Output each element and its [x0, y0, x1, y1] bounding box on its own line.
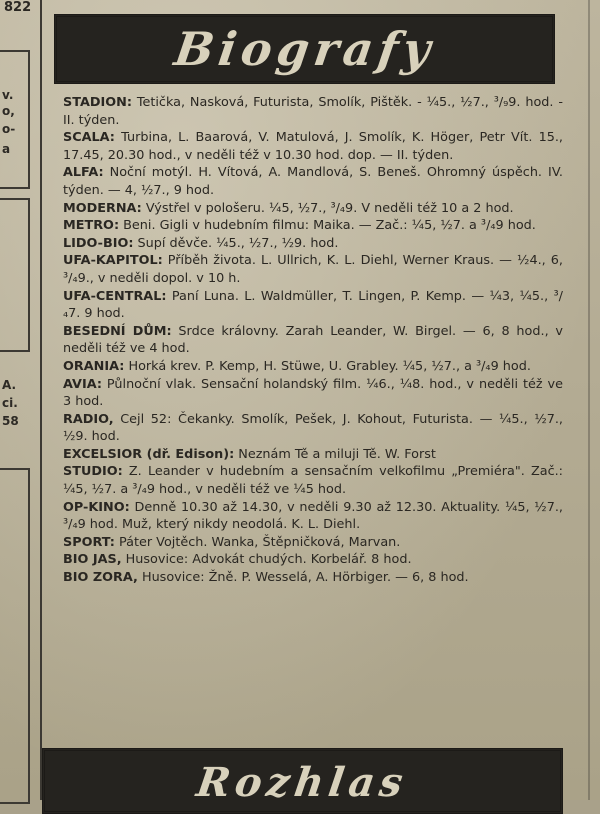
cinema-listings: [63, 94, 563, 587]
cinema-name: MODERNA:: [63, 200, 142, 216]
cinema-name: LIDO-BIO:: [63, 235, 134, 251]
listing-text: Paní Luna. L. Waldmüller, T. Lingen, P. Kemp. — ¼3, ¼5., ³/₄7. 9 hod.: [63, 288, 563, 322]
listing-text: Neznám Tě a miluji Tě. W. Forst: [234, 446, 436, 462]
page-number: 822: [4, 0, 32, 15]
cinema-name: METRO:: [63, 218, 120, 234]
cinema-name: AVIA:: [63, 376, 102, 392]
listing-text: Horká krev. P. Kemp, H. Stüwe, U. Grabley. ¼5, ½7., a ³/₄9 hod.: [124, 358, 531, 374]
cinema-name: STADION:: [63, 95, 132, 110]
listing-entry: [63, 94, 563, 129]
cinema-name: UFA-KAPITOL:: [63, 253, 163, 269]
listing-text: Tetička, Nasková, Futurista, Smolík, Pištěk. - ¼5., ½7., ³/₉9. hod. - II. týden.: [63, 95, 563, 128]
listing-entry: [63, 164, 563, 199]
cinema-name: EXCELSIOR (dř. Edison):: [63, 446, 235, 462]
listing-text: Páter Vojtěch. Wanka, Štěpničková, Marvan.: [114, 534, 401, 550]
left-column-box: [0, 50, 30, 189]
listing-entry: [63, 463, 563, 498]
left-column-box: [0, 198, 30, 352]
listing-entry: [63, 217, 563, 235]
left-fragment-text: ci.: [2, 396, 18, 410]
cinema-name: ALFA:: [63, 165, 104, 181]
cinema-name: BIO JAS,: [63, 552, 122, 568]
listing-entry: [63, 129, 563, 164]
listing-entry: [63, 551, 563, 569]
listing-entry: [63, 569, 563, 587]
masthead-title: Biografy: [170, 22, 439, 76]
cinema-name: SCALA:: [63, 130, 115, 146]
cinema-name: BESEDNÍ DŮM:: [63, 323, 172, 339]
left-column-fragment: [0, 0, 42, 800]
column-rule: [588, 0, 590, 800]
left-fragment-text: o-: [2, 122, 16, 136]
listing-text: Srdce královny. Zarah Leander, W. Birgel. — 6, 8 hod., v neděli též ve 4 hod.: [63, 323, 564, 357]
left-fragment-text: 58: [2, 414, 19, 428]
listing-entry: [63, 200, 563, 218]
section-masthead: [54, 14, 555, 84]
listing-entry: [63, 323, 563, 358]
cinema-name: BIO ZORA,: [63, 570, 138, 586]
cinema-name: UFA-CENTRAL:: [63, 288, 167, 304]
cinema-name: SPORT:: [63, 534, 115, 550]
listing-text: Cejl 52: Čekanky. Smolík, Pešek, J. Kohout, Futurista. — ¼5., ½7., ½9. hod.: [63, 411, 563, 445]
listing-entry: [63, 446, 563, 464]
cinema-name: STUDIO:: [63, 464, 123, 480]
left-fragment-text: v.: [2, 88, 14, 102]
listing-entry: [63, 411, 563, 446]
listing-text: Beni. Gigli v hudebním filmu: Maika. — Zač.: ¼5, ½7. a ³/₄9 hod.: [119, 218, 536, 234]
listing-text: Husovice: Advokát chudých. Korbelář. 8 hod.: [121, 552, 412, 568]
listing-text: Z. Leander v hudebním a sensačním velkofilmu „Premiéra". Zač.: ¼5, ½7. a ³/₄9 hod., v neděli též ve ¼5 hod.: [63, 464, 563, 498]
cinema-name: OP-KINO:: [63, 499, 130, 515]
listing-text: Výstřel v pološeru. ¼5, ½7., ³/₄9. V neděli též 10 a 2 hod.: [141, 200, 514, 216]
listing-entry: [63, 376, 563, 411]
listing-text: Denně 10.30 až 14.30, v neděli 9.30 až 12.30. Aktuality. ¼5, ½7., ³/₄9 hod. Muž, který nikdy neodolá. K. L. Diehl.: [63, 499, 563, 533]
listing-text: Půlnoční vlak. Sensační holandský film. ¼6., ¼8. hod., v neděli též ve 3 hod.: [63, 376, 563, 410]
next-section-title: Rozhlas: [194, 759, 411, 806]
left-fragment-text: a: [2, 142, 11, 156]
listing-entry: [63, 499, 563, 534]
cinema-name: ORANIA:: [63, 358, 125, 374]
listing-entry: [63, 235, 563, 253]
listing-entry: [63, 252, 563, 287]
left-fragment-text: A.: [2, 378, 17, 392]
next-section-masthead: [42, 748, 563, 814]
listing-entry: [63, 534, 563, 552]
left-fragment-text: o,: [2, 104, 15, 118]
listing-text: Noční motýl. H. Vítová, A. Mandlová, S. Beneš. Ohromný úspěch. IV. týden. — 4, ½7., 9 hod.: [63, 165, 563, 198]
left-column-box: [0, 468, 30, 804]
listing-entry: [63, 358, 563, 376]
listing-text: Husovice: Žně. P. Wesselá, A. Hörbiger. — 6, 8 hod.: [137, 570, 469, 586]
listing-text: Turbina, L. Baarová, V. Matulová, J. Smolík, K. Höger, Petr Vít. 15., 17.45, 20.30 hod., v neděli též v 10.30 hod. dop. — II. týden.: [63, 130, 563, 163]
listing-text: Supí děvče. ¼5., ½7., ½9. hod.: [133, 235, 339, 251]
cinema-name: RADIO,: [63, 411, 114, 427]
listing-entry: [63, 288, 563, 323]
listing-text: Příběh života. L. Ullrich, K. L. Diehl, Werner Kraus. — ½4., 6, ³/₄9., v neděli dopol. v 10 h.: [63, 253, 563, 286]
